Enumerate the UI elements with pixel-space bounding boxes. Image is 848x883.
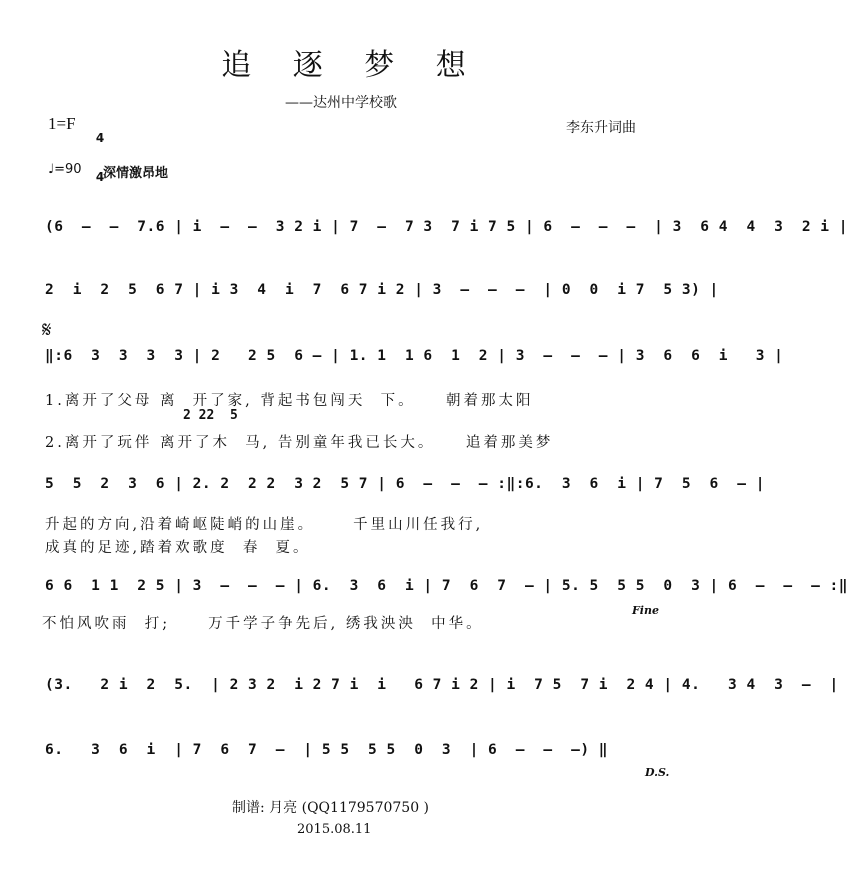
notation-line-7: 6. 3 6 i | 7 6 7 – | 5 5 5 5 0 3 | 6 – – –) ‖ xyxy=(45,742,609,758)
alternate-notes: 2 22 5 xyxy=(183,408,238,423)
composer-credit: 李东升词曲 xyxy=(566,120,636,136)
date: 2015.08.11 xyxy=(297,822,372,837)
lyrics-verse1-line1: 1.离开了父母 离 开了家, 背起书包闯天 下。 朝着那太阳 xyxy=(45,393,534,409)
fine-marking: Fine xyxy=(632,604,659,617)
time-signature-top: 4 xyxy=(95,131,105,145)
notation-line-1: (6 – – 7.6 | i – – 3 2 i | 7 – 7 3 7 i 7 5 | 6 – – – | 3 6 4 4 3 2 i | xyxy=(45,219,848,235)
notation-line-4: 5 5 2 3 6 | 2. 2 2 2 3 2 5 7 | 6 – – – :‖:6. 3 6 i | 7 5 6 – | xyxy=(45,476,765,492)
time-signature-bottom: 4 xyxy=(95,170,105,184)
lyrics-verse2-line2: 成真的足迹,踏着欢歌度 春 夏。 xyxy=(45,540,311,556)
segno-sign: 𝄋 xyxy=(42,318,52,343)
lyrics-verse2-line1: 2.离开了玩伴 离开了木 马, 告别童年我已长大。 追着那美梦 xyxy=(45,435,554,451)
tempo-marking: ♩=90 xyxy=(48,162,82,177)
time-signature xyxy=(93,106,107,197)
ds-marking: D.S. xyxy=(645,766,670,779)
notation-line-6: (3. 2 i 2 5. | 2 3 2 i 2 7 i i 6 7 i 2 | i 7 5 7 i 2 4 | 4. 3 4 3 – | xyxy=(45,677,839,693)
notation-line-2: 2 i 2 5 6 7 | i 3 4 i 7 6 7 i 2 | 3 – – – | 0 0 i 7 5 3) | xyxy=(45,282,719,298)
transcriber-credit: 制谱: 月亮 (QQ1179570750 ) xyxy=(232,800,430,816)
song-subtitle: ——达州中学校歌 xyxy=(285,95,397,111)
expression-marking: 深情激昂地 xyxy=(103,166,169,181)
key-signature: 1=F xyxy=(48,114,76,133)
song-title: 追 逐 梦 想 xyxy=(221,48,482,83)
lyrics-verse1-line2: 升起的方向,沿着崎岖陡峭的山崖。 千里山川任我行, xyxy=(45,517,484,533)
notation-line-5: 6 6 1 1 2 5 | 3 – – – | 6. 3 6 i | 7 6 7 – | 5. 5 5 5 0 3 | 6 – – – :‖ xyxy=(45,578,848,594)
lyrics-chorus: 不怕风吹雨 打; 万千学子争先后, 绣我泱泱 中华。 xyxy=(42,616,484,632)
notation-line-3: ‖:6 3 3 3 3 | 2 2 5 6 – | 1. 1 1 6 1 2 | 3 – – – | 3 6 6 i 3 | xyxy=(45,348,784,364)
